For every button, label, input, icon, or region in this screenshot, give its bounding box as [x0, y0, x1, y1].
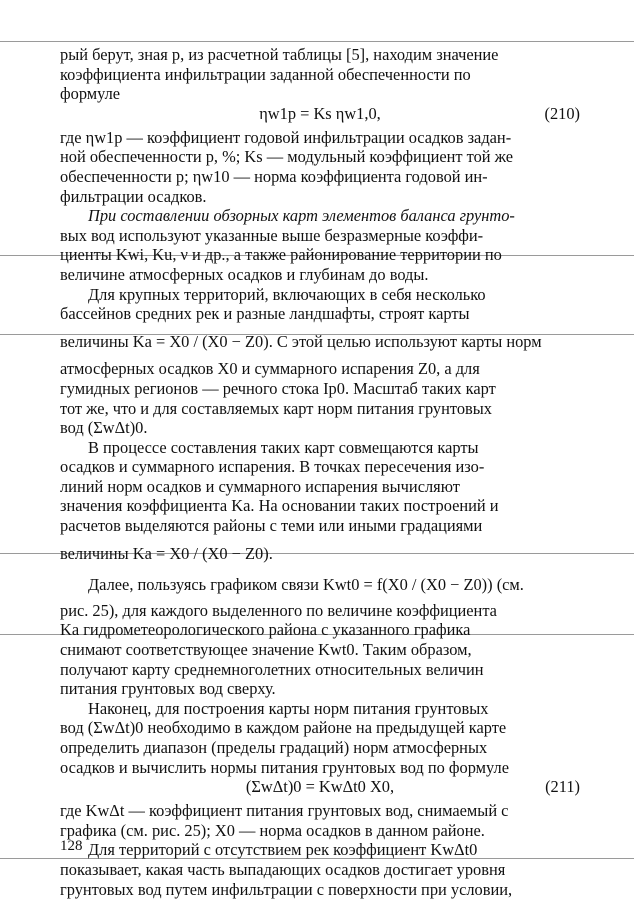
text-line: осадков и вычислить нормы питания грунтовых вод по формуле	[60, 757, 509, 777]
text-line: величине атмосферных осадков и глубинам до воды.	[60, 264, 429, 284]
text-line: где KwΔt — коэффициент питания грунтовых вод, снимаемый с	[60, 801, 509, 821]
text-line: ной обеспеченности p, %; Ks — модульный коэффициент той же	[60, 147, 514, 167]
text-line: вод (ΣwΔt)0 необходимо в каждом районе на предыдущей карте	[60, 718, 507, 738]
text-line: вод (ΣwΔt)0.	[60, 418, 148, 438]
text-line: тот же, что и для составляемых карт норм питания грунтовых	[60, 398, 492, 418]
text-line: коэффициента инфильтрации заданной обеспеченности по	[60, 64, 471, 84]
text-line: показывает, какая часть выпадающих осадков достигает уровня	[60, 859, 506, 879]
text-line: Для крупных территорий, включающих в себя несколько	[88, 284, 486, 304]
text-line: Для территорий с отсутствием рек коэффициент KwΔt0	[88, 840, 478, 860]
text-line: снимают соответствующее значение Kwt0. Таким образом,	[60, 640, 472, 660]
text-line: получают карту среднемноголетних относительных величин	[60, 659, 484, 679]
text-line: фильтрации осадков.	[60, 186, 207, 206]
text-line: В процессе составления таких карт совмещаются карты	[88, 437, 479, 457]
equation-formula: (ΣwΔt)0 = KwΔt0 X0,	[245, 777, 395, 797]
text-line: расчетов выделяются районы с теми или иными градациями	[60, 516, 483, 536]
equation-number: (210)	[544, 103, 580, 123]
text-line: гумидных регионов — речного стока Ip0. Масштаб таких карт	[60, 378, 496, 398]
text-line: вых вод используют указанные выше безразмерные коэффи-	[60, 225, 484, 245]
text-line: циенты Kwi, Ku, ν и др., а также районирование территории по	[60, 245, 502, 265]
text-line: атмосферных осадков X0 и суммарного испарения Z0, а для	[60, 359, 480, 379]
text-line: где ηw1p — коэффициент годовой инфильтрации осадков задан-	[60, 127, 512, 147]
text-line: рый берут, зная p, из расчетной таблицы [5], находим значение	[60, 45, 499, 64]
text-line: Ka гидрометеорологического района с указанного графика	[60, 620, 471, 640]
text-line: формуле	[60, 84, 121, 104]
body-text	[60, 45, 580, 899]
text-line: осадков и суммарного испарения. В точках пересечения изо-	[60, 457, 485, 477]
equation-210	[60, 104, 580, 128]
scan-rule	[0, 41, 634, 42]
equation-211	[60, 777, 580, 801]
page-number: 128	[60, 838, 83, 854]
text-line: величины Ka = X0 / (X0 − Z0).	[60, 543, 273, 563]
text-line: обеспеченности p; ηw10 — норма коэффициента годовой ин-	[60, 166, 488, 186]
equation-number: (211)	[545, 777, 580, 797]
text-line: определить диапазон (пределы градаций) норм атмосферных	[60, 738, 488, 757]
text-line: линий норм осадков и суммарного испарения вычисляют	[60, 476, 460, 496]
text-line: Далее, пользуясь графиком связи Kwt0 = f(X0 / (X0 − Z0)) (см.	[88, 575, 524, 595]
text-line: величины Ka = X0 / (X0 − Z0). С этой целью используют карты норм	[60, 331, 542, 351]
text-line: рис. 25), для каждого выделенного по величине коэффициента	[60, 600, 497, 620]
equation-formula: ηw1p = Ks ηw1,0,	[259, 103, 381, 123]
text-line: грунтовых вод путем инфильтрации с поверхности при условии,	[60, 879, 513, 899]
text-line: бассейнов средних рек и разные ландшафты, строят карты	[60, 304, 470, 324]
text-line: значения коэффициента Ka. На основании таких построений и	[60, 496, 499, 516]
text-line: графика (см. рис. 25); X0 — норма осадков в данном районе.	[60, 820, 485, 840]
text-line: При составлении обзорных карт элементов баланса грунто-	[88, 206, 515, 226]
text-line: Наконец, для построения карты норм питания грунтовых	[88, 698, 489, 718]
text-line: питания грунтовых вод сверху.	[60, 679, 276, 699]
